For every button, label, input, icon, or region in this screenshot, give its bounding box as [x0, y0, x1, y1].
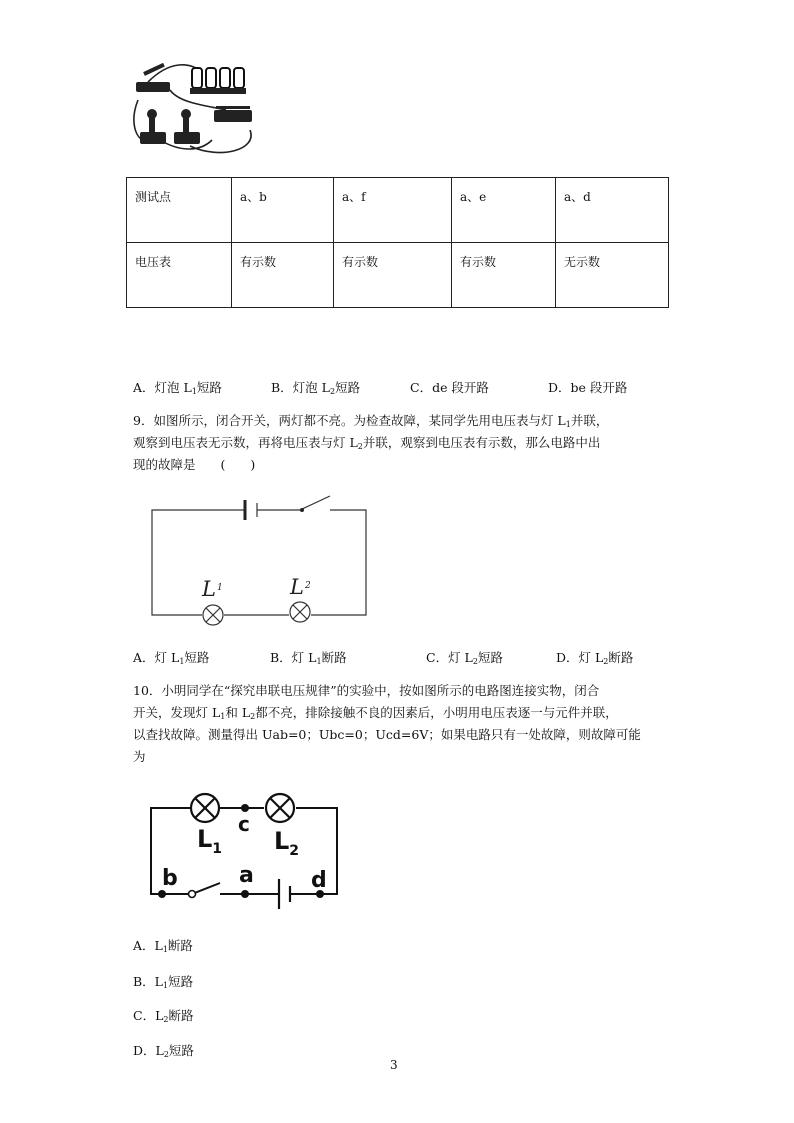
node-d-label: d [311, 868, 327, 893]
q8-option-c[interactable]: C．de 段开路 [410, 380, 489, 395]
q10-option-c[interactable]: C．$L_2$断路 [133, 1008, 194, 1024]
page-number: 3 [390, 1058, 398, 1072]
lamp-l2-icon [266, 794, 294, 822]
q9-option-a[interactable]: A．灯 $L_1$短路 [133, 650, 210, 666]
q8-option-b[interactable]: B．灯泡 $L_2$短路 [271, 380, 361, 396]
q9-option-c[interactable]: C．灯 $L_2$短路 [426, 650, 503, 666]
table-cell: 测试点 [127, 178, 232, 243]
q9-line-1: 9．如图所示，闭合开关，两灯都不亮。为检查故障，某同学先用电压表与灯 $L_1$并联， [133, 413, 609, 429]
wire [311, 510, 366, 615]
lamp-l1-label: $L^1$ [202, 577, 223, 601]
lamp-l1-icon [203, 605, 223, 625]
q10-line-3: 以查找故障。测量得出 Uab=0；Ubc=0；Ucd=6V；如果电路只有一处故障，则故障可能 [133, 727, 641, 742]
lamp-l2-label: $L_2$ [274, 827, 300, 859]
node-a-dot [241, 890, 249, 898]
q9-circuit-diagram [140, 490, 380, 630]
q10-option-b[interactable]: B．$L_1$短路 [133, 974, 194, 990]
lamp-l1-icon [191, 794, 219, 822]
table-cell: 无示数 [556, 243, 669, 308]
lamp-l1-label: $L_1$ [197, 825, 223, 857]
q9-line-2: 观察到电压表无示数，再将电压表与灯 $L_2$并联，观察到电压表有示数，那么电路中出 [133, 435, 601, 451]
table-row [127, 178, 669, 243]
table-row [127, 243, 669, 308]
node-b-dot [158, 890, 166, 898]
table-cell: 有示数 [232, 243, 334, 308]
node-c-label: c [238, 812, 250, 836]
q10-line-4: 为 [133, 749, 146, 764]
table-cell: a、e [452, 178, 556, 243]
q10-line-1: 10．小明同学在“探究串联电压规律”的实验中，按如图所示的电路图连接实物，闭合 [133, 683, 600, 698]
node-b-label: b [162, 866, 178, 891]
voltage-test-table [126, 177, 669, 308]
switch-blade [300, 496, 330, 510]
wire [152, 510, 245, 615]
q9-option-d[interactable]: D．灯 $L_2$断路 [556, 650, 634, 666]
node-c-dot [241, 804, 249, 812]
lamp-l2-label: $L^2$ [290, 575, 311, 599]
table-cell: a、f [334, 178, 452, 243]
switch-contact [189, 891, 196, 898]
q9-option-b[interactable]: B．灯 $L_1$断路 [270, 650, 347, 666]
apparatus-illustration [130, 60, 260, 158]
q8-option-a[interactable]: A．灯泡 $L_1$短路 [133, 380, 222, 396]
table-cell: 电压表 [127, 243, 232, 308]
q10-line-2: 开关，发现灯 $L_1$和 $L_2$都不亮，排除接触不良的因素后，小明用电压表逐一与元件并联， [133, 705, 618, 721]
q10-option-d[interactable]: D．$L_2$短路 [133, 1043, 194, 1059]
table-cell: a、d [556, 178, 669, 243]
table-cell: a、b [232, 178, 334, 243]
table-cell: 有示数 [452, 243, 556, 308]
table-cell: 有示数 [334, 243, 452, 308]
switch-pivot [300, 508, 304, 512]
node-a-label: a [239, 863, 254, 888]
q8-option-d[interactable]: D．be 段开路 [548, 380, 628, 395]
q10-option-a[interactable]: A．$L_1$断路 [133, 938, 193, 954]
q10-circuit-diagram [140, 785, 350, 915]
switch-blade [192, 883, 220, 894]
q9-line-3: 现的故障是 ( ) [133, 457, 256, 472]
lamp-l2-icon [290, 602, 310, 622]
